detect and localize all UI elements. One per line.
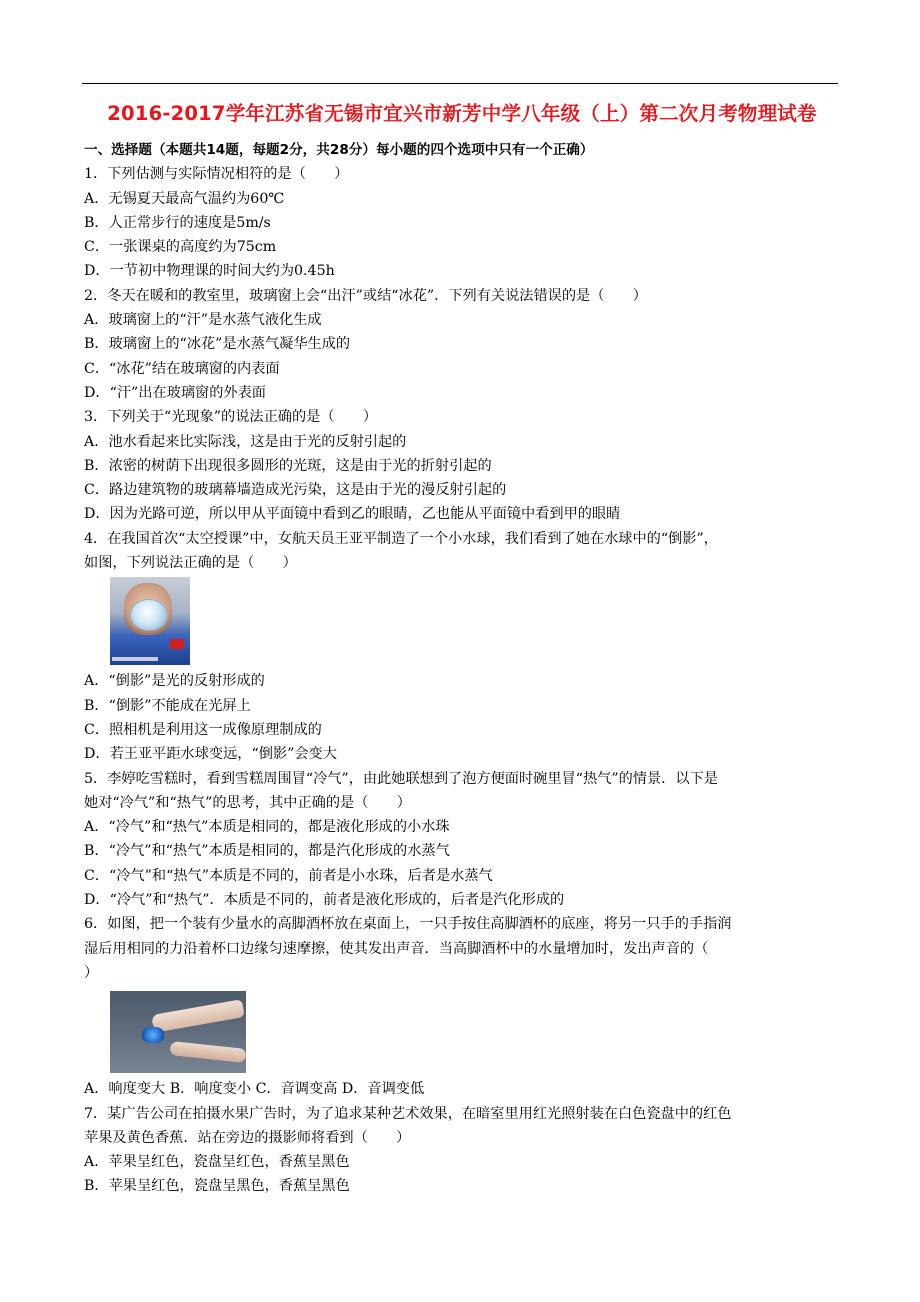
question-7-option-b: B．苹果呈红色，瓷盘呈黑色，香蕉呈黑色 (84, 1178, 350, 1195)
wine-glass (142, 1027, 164, 1043)
question-5-option-c: C．“冷气”和“热气”本质是不同的，前者是小水珠，后者是水蒸气 (84, 867, 493, 884)
question-5-stem-line-1: 5．李婷吃雪糕时，看到雪糕周围冒“冷气”，由此她联想到了泡方便面时碗里冒“热气”的情景．以下是 (84, 770, 718, 787)
top-rule (82, 83, 838, 84)
question-6-options: A．响度变大 B．响度变小 C．音调变高 D．音调变低 (84, 1081, 425, 1098)
question-5-option-a: A．“冷气”和“热气”本质是相同的，都是液化形成的小水珠 (84, 819, 450, 836)
question-1-option-a: A．无锡夏天最高气温约为60℃ (84, 190, 285, 207)
question-7-stem-line-1: 7．某广告公司在拍摄水果广告时，为了追求某种艺术效果，在暗室里用红光照射装在白色瓷盘中的红色 (84, 1105, 732, 1122)
photo-caption-strip (112, 657, 158, 661)
question-1-stem: 1．下列估测与实际情况相符的是（ ） (84, 166, 349, 183)
question-4-option-a: A．“倒影”是光的反射形成的 (84, 673, 265, 690)
astronaut-water-ball-photo (110, 577, 190, 665)
question-5-stem-line-2: 她对“冷气”和“热气”的思考，其中正确的是（ ） (84, 794, 411, 811)
question-7-stem-line-2: 苹果及黄色香蕉．站在旁边的摄影师将看到（ ） (84, 1129, 411, 1146)
question-6-stem-line-2: 湿后用相同的力沿着杯口边缘匀速摩擦，使其发出声音．当高脚酒杯中的水量增加时，发出声音的（ (84, 940, 709, 957)
question-6-stem-line-3: ） (84, 964, 99, 981)
question-2-option-a: A．玻璃窗上的“汗”是水蒸气液化生成 (84, 312, 322, 329)
question-1-option-b: B．人正常步行的速度是5m/s (84, 214, 271, 231)
question-2-stem: 2．冬天在暖和的教室里，玻璃窗上会“出汗”或结“冰花”．下列有关说法错误的是（ ） (84, 287, 647, 304)
question-2-option-d: D．“汗”出在玻璃窗的外表面 (84, 384, 266, 401)
question-1-option-d: D．一节初中物理课的时间大约为0.45h (84, 263, 335, 280)
question-3-option-b: B．浓密的树荫下出现很多圆形的光斑，这是由于光的折射引起的 (84, 457, 492, 474)
exam-content (84, 138, 844, 1199)
question-3-stem: 3．下列关于“光现象”的说法正确的是（ ） (84, 409, 378, 426)
question-4-stem-line-2: 如图，下列说法正确的是（ ） (84, 555, 297, 572)
page-title: 2016-2017学年江苏省无锡市宜兴市新芳中学八年级（上）第二次月考物理试卷 (107, 102, 817, 125)
question-3-option-d: D．因为光路可逆，所以甲从平面镜中看到乙的眼睛，乙也能从平面镜中看到甲的眼睛 (84, 506, 621, 523)
flag-patch (170, 639, 184, 649)
question-4-option-b: B．“倒影”不能成在光屏上 (84, 697, 251, 714)
question-5-option-b: B．“冷气”和“热气”本质是相同的，都是汽化形成的水蒸气 (84, 843, 450, 860)
question-6-stem-line-1: 6．如图，把一个装有少量水的高脚酒杯放在桌面上，一只手按住高脚酒杯的底座，将另一只手的手指润 (84, 916, 732, 933)
holding-hand (169, 1041, 246, 1063)
rubbing-hand (151, 999, 245, 1033)
question-7-option-a: A．苹果呈红色，瓷盘呈红色，香蕉呈黑色 (84, 1154, 350, 1171)
section-heading: 一、选择题（本题共14题，每题2分，共28分）每小题的四个选项中只有一个正确） (84, 142, 594, 158)
question-3-option-c: C．路边建筑物的玻璃幕墙造成光污染，这是由于光的漫反射引起的 (84, 482, 507, 499)
question-4-option-c: C．照相机是利用这一成像原理制成的 (84, 721, 322, 738)
question-3-option-a: A．池水看起来比实际浅，这是由于光的反射引起的 (84, 433, 407, 450)
question-4-stem-line-1: 4．在我国首次“太空授课”中，女航天员王亚平制造了一个小水球，我们看到了她在水球中的“倒影”， (84, 530, 718, 547)
question-2-option-b: B．玻璃窗上的“冰花”是水蒸气凝华生成的 (84, 336, 351, 353)
question-4-option-d: D．若王亚平距水球变远，“倒影”会变大 (84, 746, 337, 763)
wine-glass-photo (110, 991, 246, 1073)
question-1-option-c: C．一张课桌的高度约为75cm (84, 239, 277, 256)
question-2-option-c: C．“冰花”结在玻璃窗的内表面 (84, 360, 280, 377)
question-5-option-d: D．“冷气”和“热气”．本质是不同的，前者是液化形成的，后者是汽化形成的 (84, 892, 565, 909)
